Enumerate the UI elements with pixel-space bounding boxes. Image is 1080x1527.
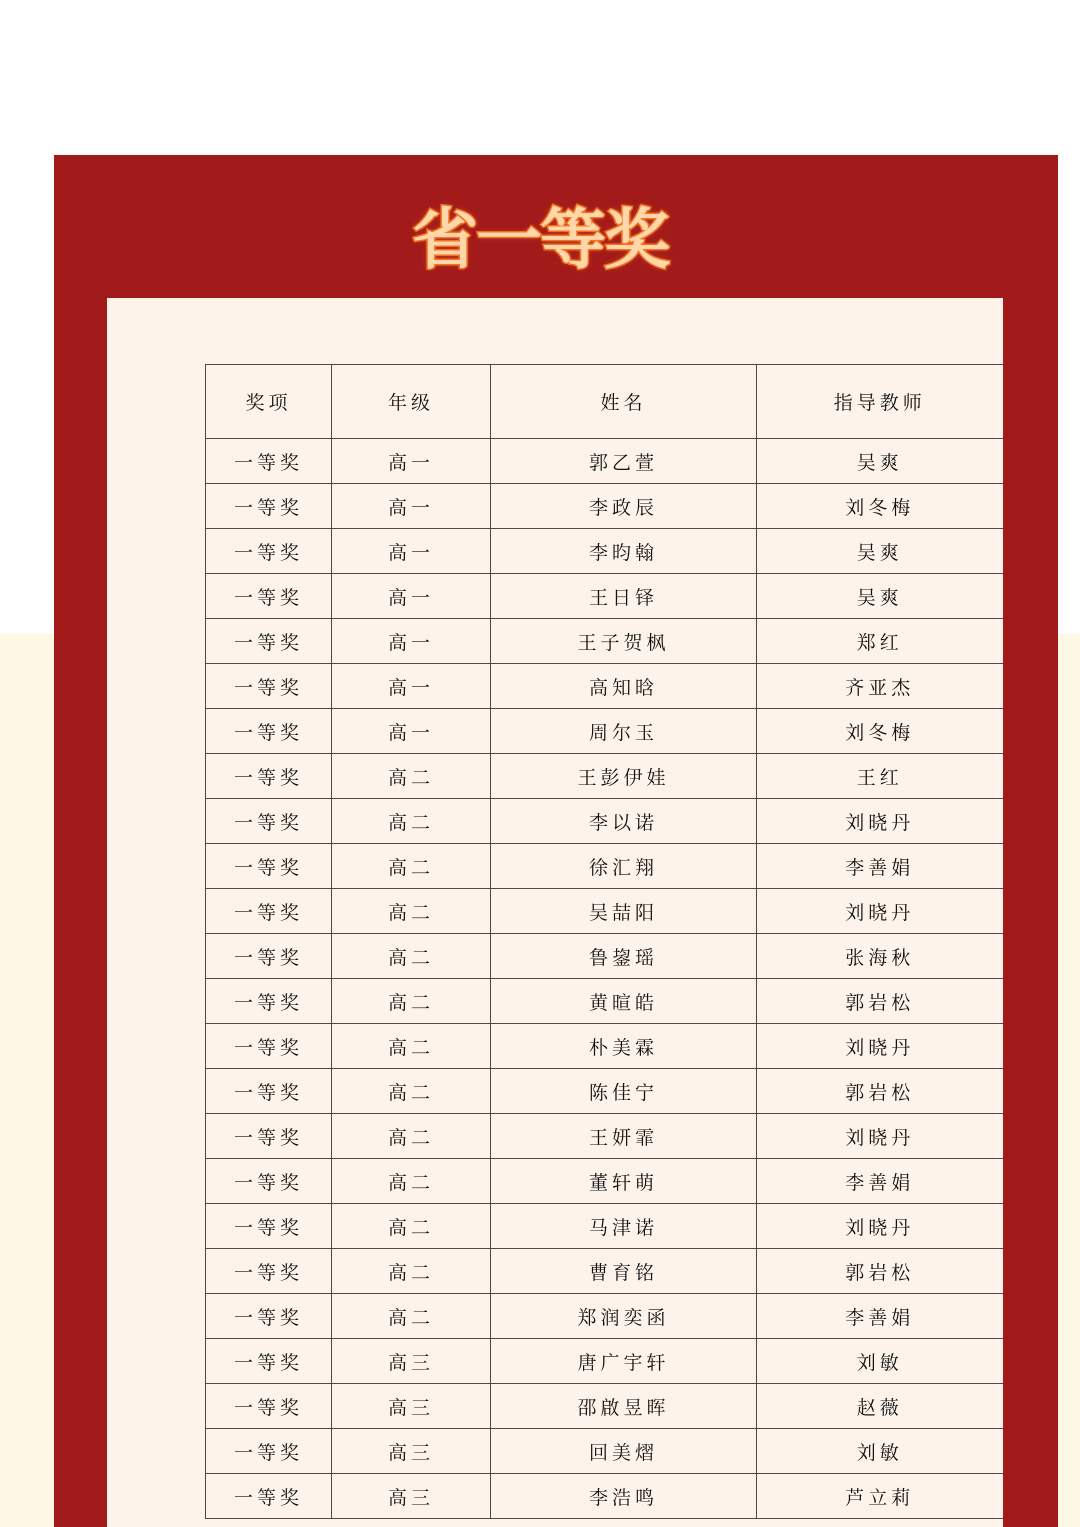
cell-teacher: 刘冬梅 [757,484,1003,529]
cell-teacher: 赵薇 [757,1384,1003,1429]
cell-grade: 高二 [332,934,491,979]
cell-name: 董轩萌 [491,1159,757,1204]
cell-name: 陈佳宁 [491,1069,757,1114]
cell-award: 一等奖 [206,1249,332,1294]
cell-name: 李政辰 [491,484,757,529]
cell-name: 曹育铭 [491,1249,757,1294]
cell-award: 一等奖 [206,664,332,709]
cell-grade: 高二 [332,799,491,844]
cell-name: 郭乙萱 [491,439,757,484]
table-row [206,1339,1003,1384]
cell-grade: 高二 [332,1249,491,1294]
cell-name: 王日铎 [491,574,757,619]
table-row [206,1384,1003,1429]
cell-award: 一等奖 [206,574,332,619]
table-row [206,1159,1003,1204]
cell-award: 一等奖 [206,934,332,979]
cell-name: 吴喆阳 [491,889,757,934]
cell-teacher: 李善娟 [757,1294,1003,1339]
cell-name: 唐广宇轩 [491,1339,757,1384]
page-title: 省一等奖 [412,201,668,278]
cell-award: 一等奖 [206,1159,332,1204]
table-row [206,1204,1003,1249]
table-row [206,799,1003,844]
table-row [206,1069,1003,1114]
cell-name: 高知晗 [491,664,757,709]
cell-grade: 高一 [332,574,491,619]
cell-grade: 高二 [332,1294,491,1339]
table-row [206,619,1003,664]
table-row [206,1474,1003,1519]
cell-grade: 高二 [332,889,491,934]
cell-grade: 高一 [332,529,491,574]
cell-grade: 高一 [332,439,491,484]
cell-award: 一等奖 [206,1474,332,1519]
header-name: 姓名 [491,365,757,439]
cell-name: 郑润奕函 [491,1294,757,1339]
table-row [206,1429,1003,1474]
cell-award: 一等奖 [206,529,332,574]
cell-teacher: 芦立莉 [757,1474,1003,1519]
cell-name: 李昀翰 [491,529,757,574]
cell-grade: 高二 [332,844,491,889]
cell-award: 一等奖 [206,1294,332,1339]
cell-grade: 高一 [332,709,491,754]
cell-teacher: 郭岩松 [757,1249,1003,1294]
cell-name: 朴美霖 [491,1024,757,1069]
cell-name: 王彭伊娃 [491,754,757,799]
cell-award: 一等奖 [206,1204,332,1249]
cell-teacher: 刘晓丹 [757,1024,1003,1069]
cell-teacher: 张海秋 [757,934,1003,979]
cell-teacher: 王红 [757,754,1003,799]
cell-grade: 高二 [332,1204,491,1249]
cell-grade: 高三 [332,1384,491,1429]
cell-teacher: 吴爽 [757,439,1003,484]
cell-name: 邵啟昱晖 [491,1384,757,1429]
cell-grade: 高二 [332,979,491,1024]
cell-teacher: 刘晓丹 [757,1204,1003,1249]
cell-grade: 高二 [332,1024,491,1069]
cell-grade: 高一 [332,619,491,664]
cell-name: 周尔玉 [491,709,757,754]
cell-teacher: 李善娟 [757,1159,1003,1204]
table-row [206,1114,1003,1159]
table-row [206,439,1003,484]
cell-teacher: 刘晓丹 [757,799,1003,844]
cell-award: 一等奖 [206,889,332,934]
cell-name: 马津诺 [491,1204,757,1249]
cell-name: 徐汇翔 [491,844,757,889]
cell-name: 李以诺 [491,799,757,844]
cell-name: 鲁鋆瑶 [491,934,757,979]
cell-teacher: 刘敏 [757,1339,1003,1384]
cell-teacher: 刘敏 [757,1429,1003,1474]
cell-name: 回美熠 [491,1429,757,1474]
header-grade: 年级 [332,365,491,439]
cell-teacher: 吴爽 [757,574,1003,619]
cell-grade: 高二 [332,754,491,799]
cell-award: 一等奖 [206,1069,332,1114]
cell-grade: 高三 [332,1474,491,1519]
cell-award: 一等奖 [206,1024,332,1069]
cell-grade: 高一 [332,664,491,709]
cell-award: 一等奖 [206,1339,332,1384]
cell-name: 黄暄皓 [491,979,757,1024]
cell-award: 一等奖 [206,979,332,1024]
cell-grade: 高二 [332,1114,491,1159]
table-row [206,934,1003,979]
cell-award: 一等奖 [206,709,332,754]
table-row [206,664,1003,709]
cell-award: 一等奖 [206,844,332,889]
table-row [206,1294,1003,1339]
table-row [206,844,1003,889]
table-row [206,529,1003,574]
cell-teacher: 刘冬梅 [757,709,1003,754]
table-row [206,574,1003,619]
header-teacher: 指导教师 [757,365,1003,439]
table-row [206,1024,1003,1069]
cell-name: 王妍霏 [491,1114,757,1159]
cell-teacher: 刘晓丹 [757,889,1003,934]
cell-name: 李浩鸣 [491,1474,757,1519]
cell-award: 一等奖 [206,484,332,529]
table-row [206,1249,1003,1294]
table-row [206,754,1003,799]
cell-award: 一等奖 [206,1429,332,1474]
cell-teacher: 郭岩松 [757,1069,1003,1114]
cell-teacher: 齐亚杰 [757,664,1003,709]
cell-teacher: 李善娟 [757,844,1003,889]
cell-teacher: 郑红 [757,619,1003,664]
cell-award: 一等奖 [206,1114,332,1159]
table-row [206,484,1003,529]
cell-award: 一等奖 [206,619,332,664]
header-row [206,365,1003,439]
cell-teacher: 刘晓丹 [757,1114,1003,1159]
cell-award: 一等奖 [206,1384,332,1429]
cell-grade: 高三 [332,1339,491,1384]
header-award: 奖项 [206,365,332,439]
cell-grade: 高三 [332,1429,491,1474]
cell-grade: 高二 [332,1159,491,1204]
cell-teacher: 吴爽 [757,529,1003,574]
table-row [206,709,1003,754]
cell-grade: 高二 [332,1069,491,1114]
table-row [206,979,1003,1024]
cell-name: 王子贺枫 [491,619,757,664]
award-table [205,364,1003,1519]
cell-award: 一等奖 [206,439,332,484]
cell-grade: 高一 [332,484,491,529]
cell-award: 一等奖 [206,754,332,799]
table-body [206,439,1003,1519]
table-row [206,889,1003,934]
cell-teacher: 郭岩松 [757,979,1003,1024]
cell-award: 一等奖 [206,799,332,844]
